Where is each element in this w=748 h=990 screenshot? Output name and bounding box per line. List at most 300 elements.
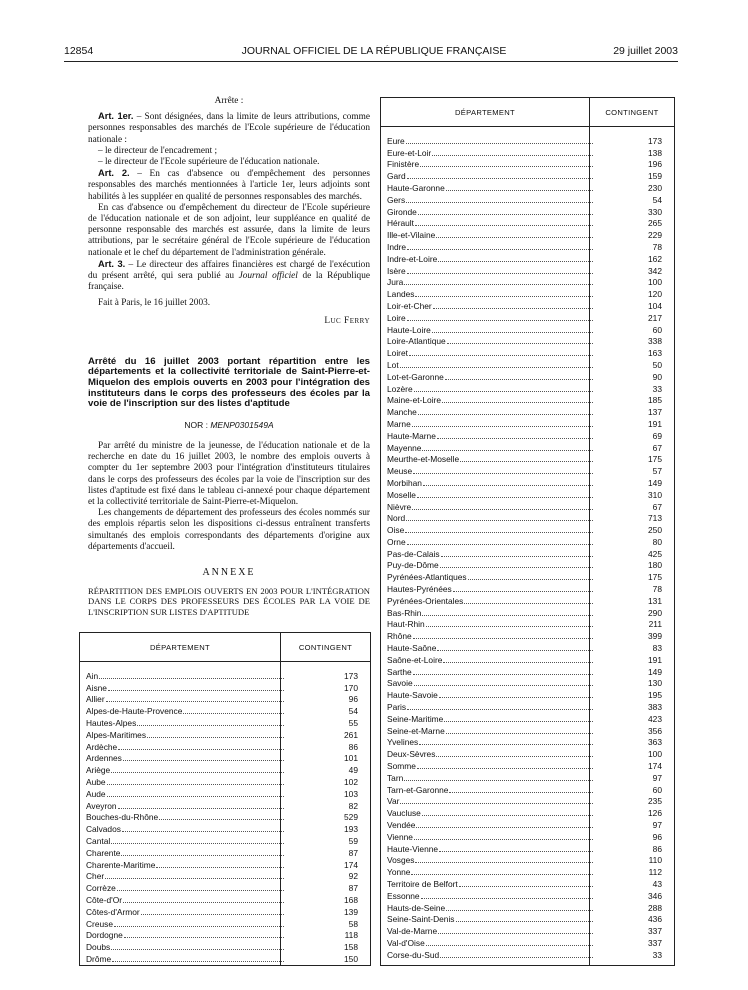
leader-dots xyxy=(423,485,593,486)
table-row xyxy=(381,193,674,205)
leader-dots xyxy=(407,544,593,545)
department-name: Morbihan xyxy=(387,477,422,488)
quota-value: 195 xyxy=(648,690,662,701)
table-row xyxy=(80,822,370,834)
table-row xyxy=(80,870,370,882)
leader-dots xyxy=(400,803,593,804)
department-name: Savoie xyxy=(387,678,413,689)
leader-dots xyxy=(404,284,593,285)
quota-value: 78 xyxy=(652,584,662,595)
column-header-department: DÉPARTEMENT xyxy=(381,98,590,126)
quota-value: 173 xyxy=(344,670,358,681)
quota-value: 60 xyxy=(652,784,662,795)
table-row xyxy=(381,382,674,394)
department-cell xyxy=(381,407,595,417)
quota-value: 713 xyxy=(648,513,662,524)
table-row xyxy=(381,913,674,925)
department-name: Hérault xyxy=(387,218,414,229)
leader-dots xyxy=(439,851,593,852)
department-cell xyxy=(80,742,286,752)
department-cell xyxy=(80,706,286,716)
department-cell xyxy=(381,678,595,688)
department-cell xyxy=(381,867,595,877)
department-name: Landes xyxy=(387,289,415,300)
department-name: Maine-et-Loire xyxy=(387,395,441,406)
decree-paragraph-1: Par arrêté du ministre de la jeunesse, de l'éducation nationale et de la recherche en date du 16 juillet 2003, le nombre des emplois ouverts à compter du 1er septembre 2003 pour l'intégration d'instituteurs titulaires dans le corps des professeurs des écoles par la voie de l'inscription sur des listes d'aptitude est fixé dans le tableau ci-annexé pour chaque département et la collectivité territoriale de Saint-Pierre-et-Miquelon. xyxy=(88,441,370,508)
department-name: Meurthe-et-Moselle xyxy=(387,454,460,465)
department-cell xyxy=(381,690,595,700)
department-cell xyxy=(381,395,595,405)
table-row xyxy=(381,240,674,252)
table-row xyxy=(80,811,370,823)
table-row xyxy=(381,311,674,323)
quota-value: 425 xyxy=(648,548,662,559)
department-cell xyxy=(381,820,595,830)
quota-value: 356 xyxy=(648,725,662,736)
department-cell xyxy=(80,919,286,929)
quota-value: 330 xyxy=(648,206,662,217)
department-cell xyxy=(381,749,595,759)
leader-dots xyxy=(147,737,284,738)
article-2-paragraph-2: En cas d'absence ou d'empêchement du directeur de l'Ecole supérieure de l'éducation nationale et de son adjoint, leur suppléance en qualité de personne responsable des marchés est assurée, dans la limite de leurs attributions, par le secrétaire général de l'Ecole supérieure de l'éducation nationale et le chef du département de l'administration générale. xyxy=(88,202,370,258)
department-cell xyxy=(80,683,286,693)
quota-value: 217 xyxy=(648,312,662,323)
table-row xyxy=(381,736,674,748)
leader-dots xyxy=(412,509,593,510)
leader-dots xyxy=(118,808,284,809)
table-row xyxy=(381,158,674,170)
department-cell xyxy=(381,938,595,948)
department-name: Côte-d'Or xyxy=(86,894,123,905)
table-row xyxy=(381,512,674,524)
department-name: Seine-et-Marne xyxy=(387,725,445,736)
table-row xyxy=(381,523,674,535)
quota-value: 90 xyxy=(652,371,662,382)
department-name: Drôme xyxy=(86,953,112,964)
table-row xyxy=(381,500,674,512)
department-name: Lot-et-Garonne xyxy=(387,371,444,382)
leader-dots xyxy=(422,615,593,616)
department-name: Aveyron xyxy=(86,800,117,811)
department-cell xyxy=(80,753,286,763)
leader-dots xyxy=(432,332,593,333)
department-cell xyxy=(381,372,595,382)
table-row xyxy=(80,952,370,964)
quota-value: 288 xyxy=(648,902,662,913)
department-cell xyxy=(381,549,595,559)
quota-value: 97 xyxy=(652,772,662,783)
leader-dots xyxy=(433,308,593,309)
leader-dots xyxy=(404,780,593,781)
article-2-label: Art. 2. xyxy=(98,168,130,179)
leader-dots xyxy=(400,367,593,368)
quota-value: 92 xyxy=(348,871,358,882)
quota-value: 423 xyxy=(648,713,662,724)
department-cell xyxy=(381,289,595,299)
department-cell xyxy=(381,266,595,276)
leader-dots xyxy=(460,461,593,462)
department-name: Essonne xyxy=(387,890,420,901)
department-name: Alpes-Maritimes xyxy=(86,729,147,740)
article-3-label: Art. 3. xyxy=(98,258,126,269)
department-cell xyxy=(381,148,595,158)
department-name: Oise xyxy=(387,525,405,536)
quota-value: 235 xyxy=(648,796,662,807)
department-name: Lot xyxy=(387,359,399,370)
leader-dots xyxy=(422,450,593,451)
department-cell xyxy=(381,478,595,488)
department-name: Eure-et-Loir xyxy=(387,147,432,158)
quota-value: 55 xyxy=(348,717,358,728)
department-cell xyxy=(80,848,286,858)
quota-value: 529 xyxy=(344,812,358,823)
table-row xyxy=(80,787,370,799)
table-row xyxy=(381,854,674,866)
nor-reference xyxy=(88,420,370,431)
leader-dots xyxy=(107,796,284,797)
leader-dots xyxy=(419,744,593,745)
leader-dots xyxy=(437,650,593,651)
quota-value: 43 xyxy=(652,879,662,889)
department-name: Ardèche xyxy=(86,741,118,752)
table-row xyxy=(381,936,674,948)
quota-value: 87 xyxy=(348,883,358,894)
department-cell xyxy=(80,765,286,775)
department-cell xyxy=(381,796,595,806)
leader-dots xyxy=(407,709,593,710)
quota-value: 174 xyxy=(344,859,358,870)
leader-dots xyxy=(159,819,284,820)
department-name: Indre xyxy=(387,241,407,252)
table-row xyxy=(80,940,370,952)
department-name: Meuse xyxy=(387,466,413,477)
table-row xyxy=(381,582,674,594)
department-name: Jura xyxy=(387,277,404,288)
quota-value: 191 xyxy=(648,654,662,665)
table-row xyxy=(381,429,674,441)
department-name: Pyrénées-Orientales xyxy=(387,595,464,606)
department-name: Vendée xyxy=(387,820,416,831)
quota-value: 101 xyxy=(344,753,358,764)
leader-dots xyxy=(407,320,593,321)
department-cell xyxy=(80,954,286,964)
annexe-title: ANNEXE xyxy=(202,567,256,579)
article-1-item-2: – le directeur de l'Ecole supérieure de l'éducation nationale. xyxy=(98,157,320,168)
quota-value: 59 xyxy=(348,835,358,846)
table-row xyxy=(381,677,674,689)
table-row xyxy=(381,759,674,771)
department-cell xyxy=(80,671,286,681)
leader-dots xyxy=(449,792,593,793)
quota-value: 139 xyxy=(344,906,358,917)
department-name: Val-d'Oise xyxy=(387,937,425,948)
quota-value: 363 xyxy=(648,737,662,748)
column-header-department: DÉPARTEMENT xyxy=(80,633,281,661)
department-name: Tarn xyxy=(387,772,404,783)
quota-value: 33 xyxy=(652,383,662,394)
leader-dots xyxy=(141,914,284,915)
leader-dots xyxy=(106,701,284,702)
quota-value: 180 xyxy=(648,560,662,571)
department-cell xyxy=(80,730,286,740)
department-cell xyxy=(381,336,595,346)
leader-dots xyxy=(108,690,284,691)
department-name: Manche xyxy=(387,407,417,418)
department-cell xyxy=(381,207,595,217)
leader-dots xyxy=(426,626,593,627)
leader-dots xyxy=(413,674,593,675)
quota-value: 191 xyxy=(648,418,662,429)
done-at: Fait à Paris, le 16 juillet 2003. xyxy=(98,298,211,309)
department-cell xyxy=(80,930,286,940)
department-cell xyxy=(381,903,595,913)
department-cell xyxy=(381,726,595,736)
quota-value: 96 xyxy=(348,694,358,705)
table-row xyxy=(381,417,674,429)
table-row xyxy=(381,724,674,736)
quota-value: 265 xyxy=(648,218,662,229)
leader-dots xyxy=(436,756,593,757)
table-row xyxy=(381,405,674,417)
department-cell xyxy=(381,195,595,205)
leader-dots xyxy=(468,579,593,580)
quota-value: 130 xyxy=(648,678,662,689)
quota-value: 110 xyxy=(648,855,662,866)
leader-dots xyxy=(456,921,594,922)
table-header xyxy=(80,633,370,662)
quota-value: 104 xyxy=(648,300,662,311)
quota-value: 118 xyxy=(344,930,358,941)
table-row xyxy=(381,889,674,901)
department-cell xyxy=(381,808,595,818)
department-cell xyxy=(381,454,595,464)
department-name: Paris xyxy=(387,702,407,713)
leader-dots xyxy=(442,402,593,403)
leader-dots xyxy=(112,961,284,962)
leader-dots xyxy=(440,957,593,958)
department-name: Creuse xyxy=(86,918,113,929)
table-row xyxy=(381,806,674,818)
leader-dots xyxy=(107,784,284,785)
quota-value: 185 xyxy=(648,395,662,406)
quota-table-left xyxy=(79,632,371,966)
department-name: Saône-et-Loire xyxy=(387,654,443,665)
quota-value: 67 xyxy=(652,501,662,512)
table-row xyxy=(80,929,370,941)
leader-dots xyxy=(447,343,593,344)
department-cell xyxy=(381,714,595,724)
leader-dots xyxy=(445,379,593,380)
department-name: Dordogne xyxy=(86,930,123,941)
publication-title: JOURNAL OFFICIEL DE LA RÉPUBLIQUE FRANÇAISE xyxy=(241,45,507,57)
quota-value: 211 xyxy=(648,619,662,630)
table-row xyxy=(80,881,370,893)
table-row xyxy=(381,818,674,830)
department-name: Rhône xyxy=(387,631,412,642)
department-name: Gard xyxy=(387,171,406,182)
leader-dots xyxy=(412,426,593,427)
department-cell xyxy=(381,384,595,394)
department-cell xyxy=(381,608,595,618)
leader-dots xyxy=(406,143,593,144)
department-name: Nord xyxy=(387,513,406,524)
leader-dots xyxy=(421,898,593,899)
quota-value: 83 xyxy=(652,643,662,654)
department-cell xyxy=(381,466,595,476)
department-cell xyxy=(381,171,595,181)
article-1-label: Art. 1er. xyxy=(98,111,134,122)
department-name: Eure xyxy=(387,135,405,146)
quota-value: 54 xyxy=(652,194,662,205)
quota-value: 67 xyxy=(652,442,662,453)
department-name: Ille-et-Vilaine xyxy=(387,230,436,241)
table-row xyxy=(381,276,674,288)
leader-dots xyxy=(121,855,284,856)
quota-value: 54 xyxy=(348,706,358,717)
leader-dots xyxy=(453,591,593,592)
department-cell xyxy=(381,254,595,264)
department-name: Loiret xyxy=(387,348,408,359)
table-row xyxy=(381,688,674,700)
leader-dots xyxy=(464,603,593,604)
quota-value: 342 xyxy=(648,265,662,276)
table-row xyxy=(381,901,674,913)
column-header-quota: CONTINGENT xyxy=(605,107,659,117)
left-column xyxy=(88,96,370,617)
leader-dots xyxy=(441,556,593,557)
leader-dots xyxy=(123,760,284,761)
decree-title: Arrêté du 16 juillet 2003 portant répartition entre les départements et la collectivité territoriale de Saint-Pierre-et-Miquelon des emplois ouverts en 2003 pour l'intégration des instituteurs dans le corps des professeurs des écoles par la voie de l'inscription sur des listes d'aptitude xyxy=(88,355,370,410)
table-row xyxy=(381,217,674,229)
department-cell xyxy=(381,325,595,335)
table-row xyxy=(381,547,674,559)
table-row xyxy=(381,629,674,641)
nor-code: MENP0301549A xyxy=(210,419,274,430)
page-number: 12854 xyxy=(64,45,94,57)
table-row xyxy=(381,464,674,476)
department-cell xyxy=(381,631,595,641)
department-cell xyxy=(381,572,595,582)
department-cell xyxy=(381,242,595,252)
quota-value: 131 xyxy=(648,595,662,606)
table-row xyxy=(80,681,370,693)
quota-table-right xyxy=(380,97,675,966)
leader-dots xyxy=(415,862,593,863)
department-cell xyxy=(381,773,595,783)
table-row xyxy=(381,146,674,158)
department-name: Somme xyxy=(387,761,416,772)
department-name: Seine-Maritime xyxy=(387,713,444,724)
table-row xyxy=(80,740,370,752)
department-name: Allier xyxy=(86,694,105,705)
department-name: Mayenne xyxy=(387,442,422,453)
table-row xyxy=(381,771,674,783)
department-cell xyxy=(381,844,595,854)
department-cell xyxy=(80,801,286,811)
department-cell xyxy=(381,737,595,747)
table-row xyxy=(381,441,674,453)
department-name: Haut-Rhin xyxy=(387,619,425,630)
department-name: Loir-et-Cher xyxy=(387,300,432,311)
table-row xyxy=(80,858,370,870)
department-cell xyxy=(381,584,595,594)
table-row xyxy=(80,893,370,905)
quota-value: 150 xyxy=(344,953,358,964)
department-name: Ain xyxy=(86,670,99,681)
article-3 xyxy=(88,259,370,294)
table-row xyxy=(381,323,674,335)
arrete-heading: Arrête : xyxy=(214,96,244,106)
table-header xyxy=(381,98,674,127)
table-row xyxy=(381,370,674,382)
department-name: Sarthe xyxy=(387,666,412,677)
annexe-subtitle: RÉPARTITION DES EMPLOIS OUVERTS EN 2003 POUR L'INTÉGRATION DANS LE CORPS DES PROFESSEURS DES ÉCOLES PAR LA VOIE DE L'INSCRIPTION SUR LISTES D'APTITUDE xyxy=(88,586,370,617)
department-cell xyxy=(381,348,595,358)
leader-dots xyxy=(118,749,284,750)
department-name: Cantal xyxy=(86,835,111,846)
table-row xyxy=(381,924,674,936)
table-row xyxy=(80,917,370,929)
department-cell xyxy=(381,313,595,323)
leader-dots xyxy=(414,685,593,686)
department-name: Deux-Sèvres xyxy=(387,749,436,760)
department-name: Haute-Loire xyxy=(387,324,431,335)
department-name: Yvelines xyxy=(387,737,419,748)
leader-dots xyxy=(122,831,284,832)
department-name: Côtes-d'Armor xyxy=(86,906,140,917)
table-row xyxy=(381,488,674,500)
department-cell xyxy=(381,950,595,960)
leader-dots xyxy=(111,772,284,773)
table-row xyxy=(381,287,674,299)
department-name: Haute-Savoie xyxy=(387,690,438,701)
leader-dots xyxy=(439,697,593,698)
table-row xyxy=(381,559,674,571)
department-cell xyxy=(381,761,595,771)
leader-dots xyxy=(99,678,284,679)
table-row xyxy=(381,795,674,807)
department-name: Val-de-Marne xyxy=(387,926,438,937)
table-row xyxy=(80,799,370,811)
leader-dots xyxy=(432,155,593,156)
article-1-item-1: – le directeur de l'encadrement ; xyxy=(98,145,218,156)
leader-dots xyxy=(406,520,593,521)
department-cell xyxy=(381,513,595,523)
table-row xyxy=(381,252,674,264)
department-name: Finistère xyxy=(387,159,420,170)
department-name: Aube xyxy=(86,776,106,787)
table-row xyxy=(80,693,370,705)
department-name: Corse-du-Sud xyxy=(387,949,440,960)
leader-dots xyxy=(444,721,593,722)
quota-value: 126 xyxy=(648,808,662,819)
table-row xyxy=(381,641,674,653)
leader-dots xyxy=(111,949,284,950)
department-cell xyxy=(80,812,286,822)
table-row xyxy=(381,700,674,712)
leader-dots xyxy=(105,878,284,879)
table-row xyxy=(80,834,370,846)
leader-dots xyxy=(183,713,284,714)
table-row xyxy=(381,842,674,854)
department-name: Lozère xyxy=(387,383,413,394)
quota-value: 290 xyxy=(648,607,662,618)
table-row xyxy=(381,453,674,465)
department-cell xyxy=(381,560,595,570)
leader-dots xyxy=(117,890,284,891)
department-name: Vienne xyxy=(387,831,413,842)
table-row xyxy=(80,763,370,775)
